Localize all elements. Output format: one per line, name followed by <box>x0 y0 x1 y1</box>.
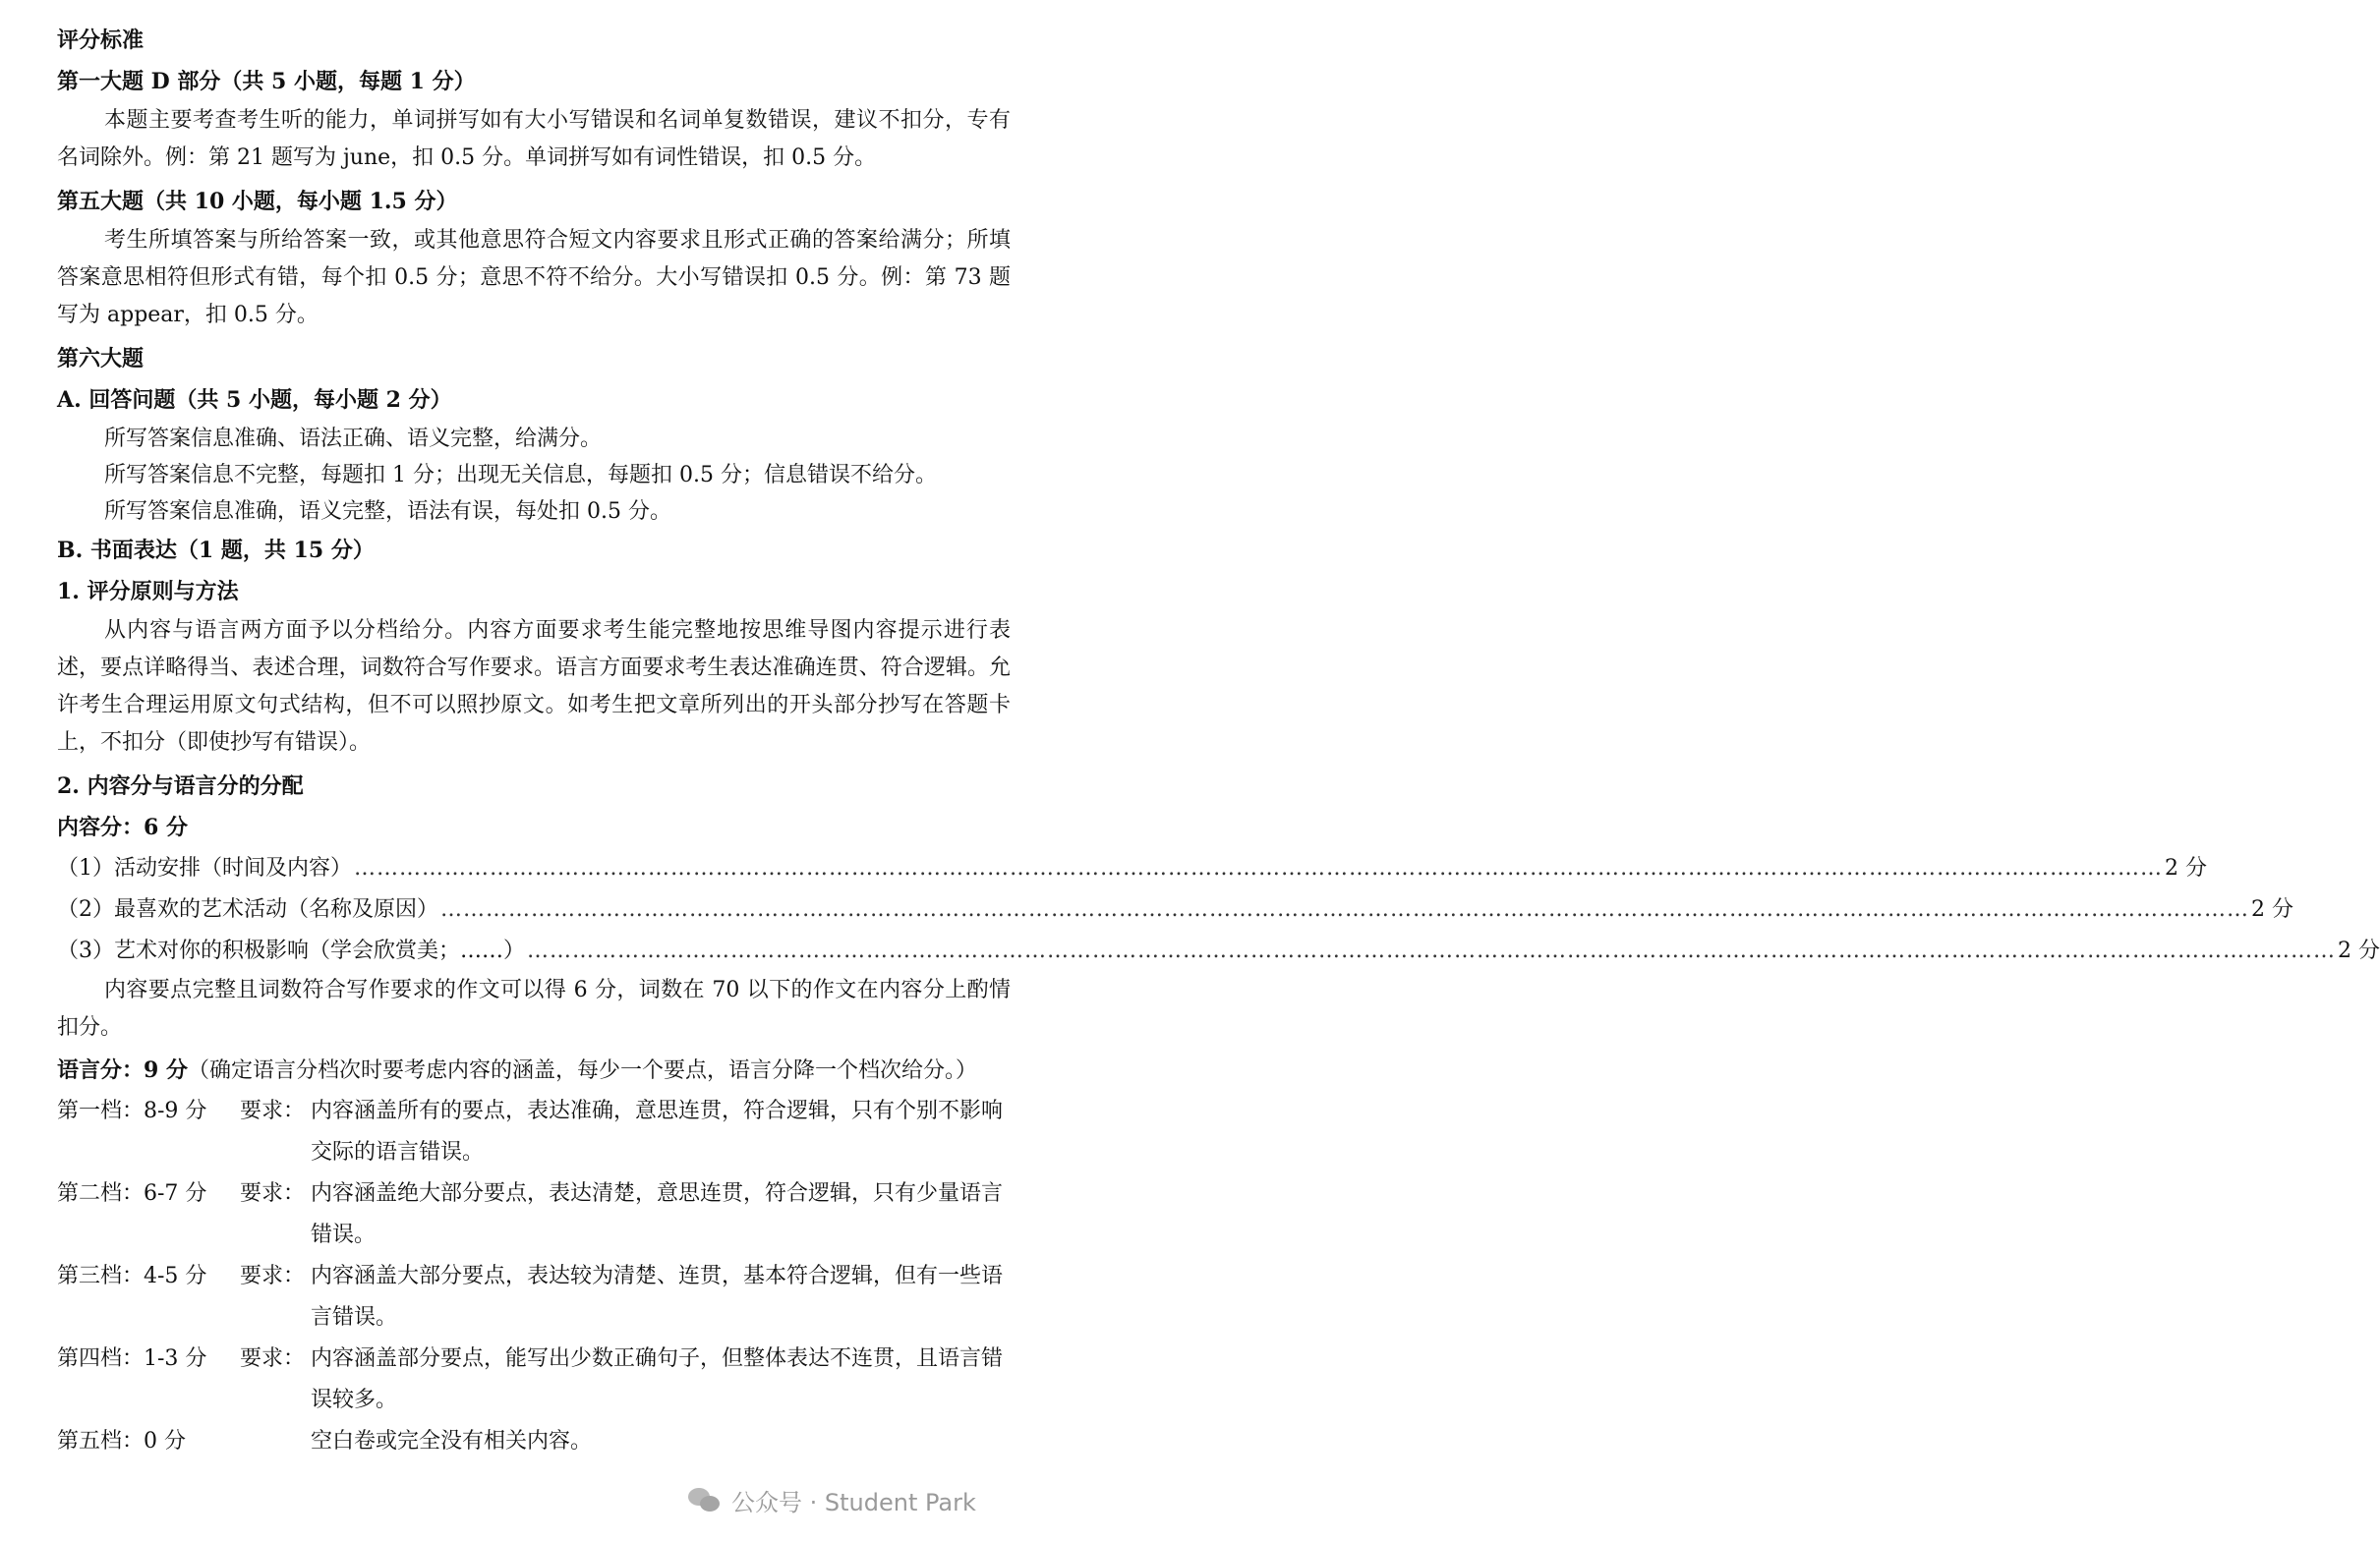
level-row <box>57 1256 1011 1339</box>
allocation-heading: 2. 内容分与语言分的分配 <box>57 773 304 799</box>
principle-text: 从内容与语言两方面予以分档给分。内容方面要求考生能完整地按思维导图内容提示进行表述，要点详略得当、表述合理，词数符合写作要求。语言方面要求考生表达准确连贯、符合逻辑。允许考生合理运用原文句式结构，但不可以照抄原文。如考生把文章所列出的开头部分抄写在答题卡上，不扣分（即使抄写有错误）。 <box>57 618 1011 755</box>
level-name: 第三档：4-5 分 <box>57 1264 207 1288</box>
content-item <box>57 931 2380 972</box>
level-desc: 内容涵盖所有的要点，表达准确，意思连贯，符合逻辑，只有个别不影响交际的语言错误。 <box>311 1099 1004 1165</box>
level-row <box>57 1421 1011 1462</box>
part6a-line: 所写答案信息准确，语义完整，语法有误，每处扣 0.5 分。 <box>104 499 671 524</box>
part6a-heading: A. 回答问题（共 5 小题，每小题 2 分） <box>57 387 452 413</box>
level-row <box>57 1173 1011 1256</box>
part6a-line: 所写答案信息准确、语法正确、语义完整，给满分。 <box>104 427 603 451</box>
content-item-label: （1）活动安排（时间及内容） <box>57 856 352 881</box>
level-name: 第四档：1-3 分 <box>57 1346 207 1371</box>
level-row <box>57 1339 1011 1421</box>
content-item-score: 2 分 <box>2251 897 2293 922</box>
level-name: 第五档：0 分 <box>57 1429 186 1454</box>
part6a-line: 所写答案信息不完整，每题扣 1 分；出现无关信息，每题扣 0.5 分；信息错误不给分。 <box>104 463 937 487</box>
part1-text: 本题主要考查考生听的能力，单词拼写如有大小写错误和名词单复数错误，建议不扣分，专有名词除外。例：第 21 题写为 june，扣 0.5 分。单词拼写如有词性错误，扣 0.5 分。 <box>57 108 1011 170</box>
part5-text: 考生所填答案与所给答案一致，或其他意思符合短文内容要求且形式正确的答案给满分；所填答案意思相符但形式有错，每个扣 0.5 分；意思不符不给分。大小写错误扣 0.5 分。例：第 73 题写为 appear，扣 0.5 分。 <box>57 228 1011 327</box>
level-req: 要求： <box>240 1346 306 1371</box>
language-score-block <box>57 1051 1011 1091</box>
content-item <box>57 848 2207 889</box>
content-note: 内容要点完整且词数符合写作要求的作文可以得 6 分，词数在 70 以下的作文在内容分上酌情扣分。 <box>57 978 1011 1040</box>
watermark-text: 公众号 · Student Park <box>731 1488 976 1516</box>
content-item-score: 2 分 <box>2165 856 2207 881</box>
language-score-note: （确定语言分档次时要考虑内容的涵盖，每少一个要点，语言分降一个档次给分。） <box>187 1058 977 1083</box>
content-item-score: 2 分 <box>2338 939 2380 963</box>
dot-leader: …………………………………………………………………………………………………………………………………………………………………………………………………………………… <box>354 856 2163 881</box>
part5-heading: 第五大题（共 10 小题，每小题 1.5 分） <box>57 189 458 214</box>
level-req <box>240 1421 311 1462</box>
dot-leader: …………………………………………………………………………………………………………………………………………………………………………………………………………………… <box>440 897 2249 922</box>
part6b-heading: B. 书面表达（1 题，共 15 分） <box>57 538 375 563</box>
dot-leader: …………………………………………………………………………………………………………………………………………………………………………………………………………………… <box>527 939 2336 963</box>
level-req: 要求： <box>240 1264 306 1288</box>
content-item <box>57 889 2293 931</box>
level-desc: 内容涵盖大部分要点，表达较为清楚、连贯，基本符合逻辑，但有一些语言错误。 <box>311 1264 1004 1330</box>
part6-heading: 第六大题 <box>57 346 145 371</box>
level-desc: 内容涵盖部分要点，能写出少数正确句子，但整体表达不连贯，且语言错误较多。 <box>311 1346 1004 1412</box>
document-title: 评分标准 <box>57 28 145 53</box>
level-req: 要求： <box>240 1181 306 1206</box>
level-row <box>57 1091 1011 1173</box>
language-score-heading: 语言分：9 分 <box>57 1057 188 1083</box>
content-score-heading: 内容分：6 分 <box>57 815 188 840</box>
level-req: 要求： <box>240 1099 306 1123</box>
content-item-label: （3）艺术对你的积极影响（学会欣赏美；……） <box>57 939 525 963</box>
wechat-icon <box>688 1486 722 1513</box>
principle-heading: 1. 评分原则与方法 <box>57 579 239 604</box>
watermark <box>688 1480 976 1519</box>
level-desc: 内容涵盖绝大部分要点，表达清楚，意思连贯，符合逻辑，只有少量语言错误。 <box>311 1181 1004 1247</box>
level-name: 第二档：6-7 分 <box>57 1181 207 1206</box>
content-item-label: （2）最喜欢的艺术活动（名称及原因） <box>57 897 438 922</box>
level-name: 第一档：8-9 分 <box>57 1099 207 1123</box>
level-desc: 空白卷或完全没有相关内容。 <box>311 1429 593 1454</box>
scoring-document <box>57 20 2380 1462</box>
part1-heading: 第一大题 D 部分（共 5 小题，每题 1 分） <box>57 69 476 94</box>
